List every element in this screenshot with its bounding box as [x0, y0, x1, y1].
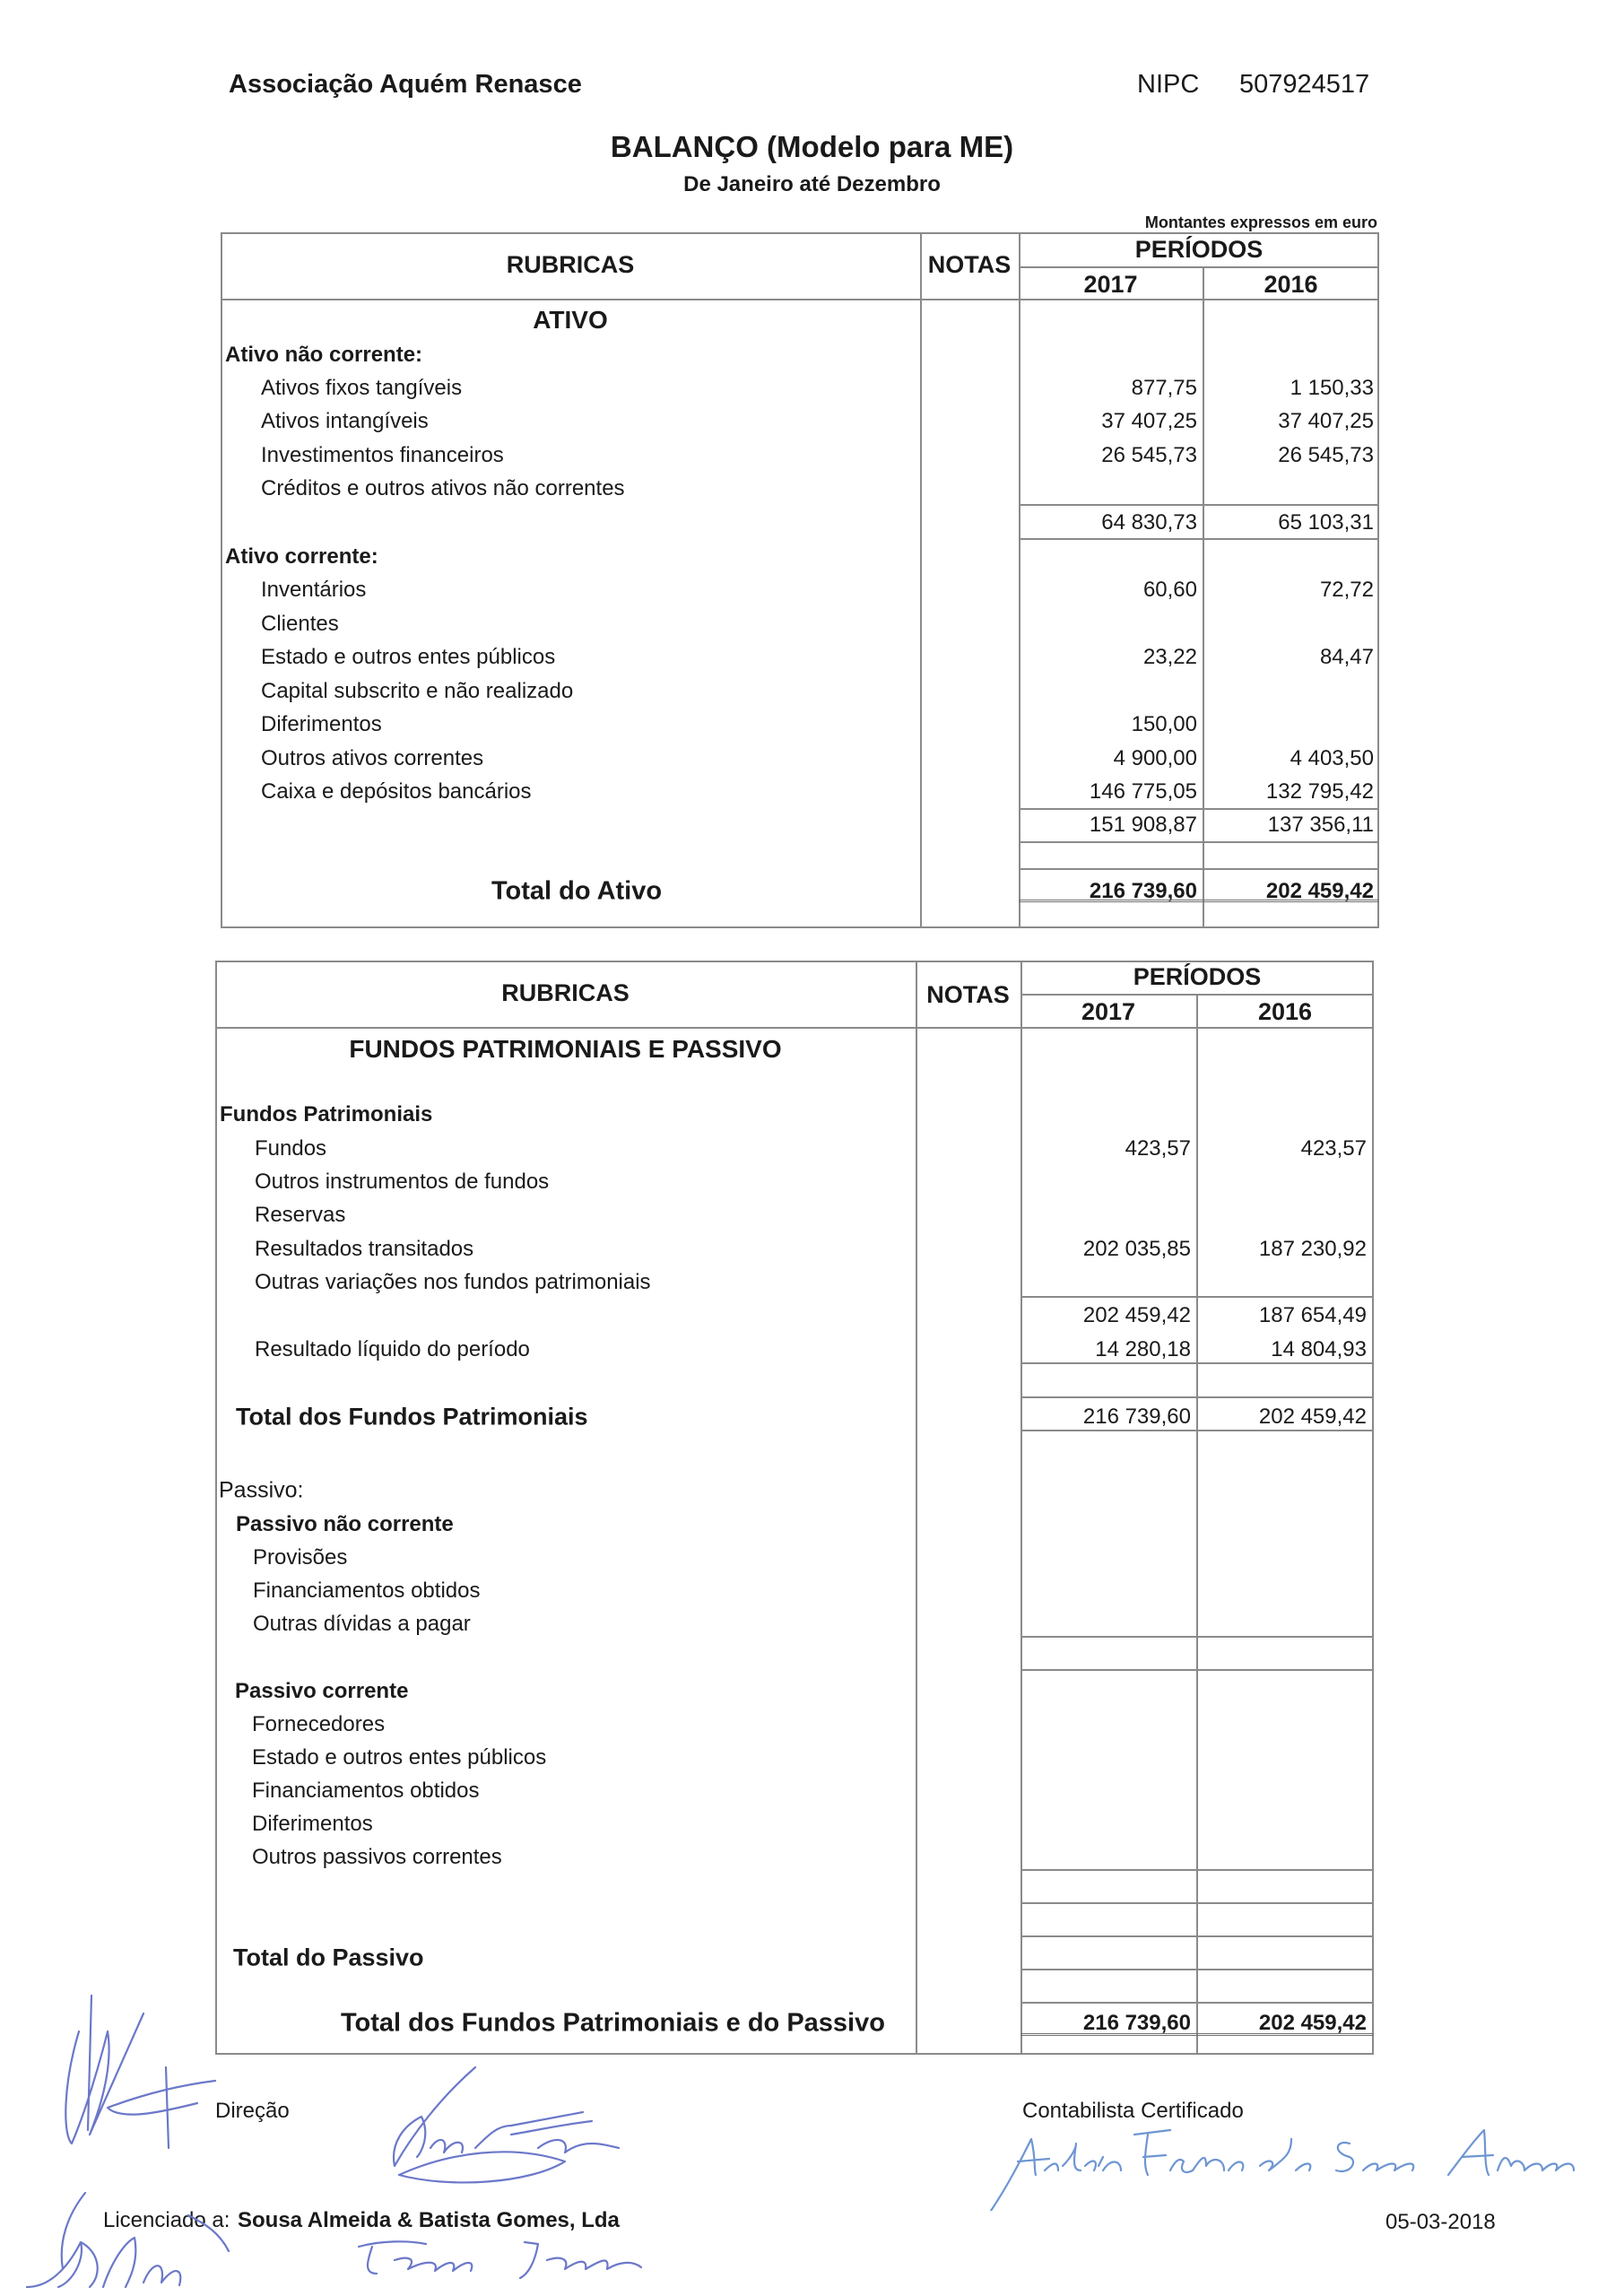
subtotal-2016: 187 654,49: [1258, 1303, 1367, 1327]
row-label: Diferimentos: [252, 1812, 373, 1836]
row-value-2016: 187 230,92: [1258, 1237, 1367, 1261]
row-value-2016: 37 407,25: [1278, 409, 1374, 433]
subtotal-rule: [1020, 1362, 1374, 1364]
subtotal-2017: 202 459,42: [1082, 1303, 1191, 1327]
subtotal-rule: [1019, 841, 1379, 843]
subtotal-rule: [1020, 1296, 1374, 1298]
row-label: Financiamentos obtidos: [253, 1578, 481, 1603]
nipc-label: NIPC: [1137, 70, 1200, 99]
notas-col-right: [1019, 232, 1020, 928]
total-passivo-label: Total do Passivo: [233, 1944, 424, 1971]
year-divider: [1203, 266, 1204, 928]
row-label: Estado e outros entes públicos: [252, 1745, 547, 1770]
periodos-underline: [1019, 266, 1379, 268]
licensed-prefix: Licenciado a:: [103, 2208, 230, 2232]
header-bottom-rule: [221, 299, 1379, 300]
row-label: Outras dívidas a pagar: [253, 1612, 471, 1636]
row-value-2016: 423,57: [1300, 1136, 1367, 1161]
row-value-2017: 26 545,73: [1101, 443, 1197, 467]
row-label: Diferimentos: [261, 712, 382, 736]
licensed-to: Sousa Almeida & Batista Gomes, Lda: [238, 2208, 620, 2232]
row-label: Ativos fixos tangíveis: [261, 376, 463, 400]
col-header-notas: NOTAS: [926, 981, 1010, 1008]
total-fundos-2017: 216 739,60: [1082, 1405, 1191, 1429]
currency-note: Montantes expressos em euro: [1144, 213, 1377, 231]
periodos-underline: [1020, 994, 1374, 996]
total-rule: [1019, 868, 1379, 870]
col-header-2016: 2016: [1257, 998, 1313, 1025]
row-label: Provisões: [253, 1545, 348, 1570]
subtotal-rule: [1019, 504, 1379, 506]
section-title-ativo: ATIVO: [533, 306, 608, 334]
row-value-2016: 72,72: [1319, 578, 1374, 602]
total-rule: [1020, 1396, 1374, 1398]
row-value-2017: 146 775,05: [1089, 779, 1197, 804]
grand-total-2016: 202 459,42: [1258, 2011, 1367, 2035]
row-label: Outros instrumentos de fundos: [255, 1170, 550, 1194]
group-label-passivo-corrente: Passivo corrente: [235, 1679, 409, 1703]
row-value-2017: 23,22: [1142, 645, 1197, 669]
ativo-table: [221, 232, 1379, 928]
row-value-2016: 4 403,50: [1290, 746, 1374, 770]
header-bottom-rule: [215, 1027, 1374, 1029]
total-double-rule: [1019, 900, 1379, 905]
row-label: Créditos e outros ativos não correntes: [261, 476, 625, 500]
subtotal-2017: 151 908,87: [1089, 813, 1197, 837]
row-label: Outras variações nos fundos patrimoniais: [255, 1270, 651, 1294]
col-header-rubricas: RUBRICAS: [506, 251, 635, 278]
total-rule: [1020, 1969, 1374, 1970]
row-label: Caixa e depósitos bancários: [261, 779, 532, 804]
total-fundos-label: Total dos Fundos Patrimoniais: [236, 1403, 588, 1431]
document-date: 05-03-2018: [1385, 2210, 1496, 2234]
document-title: BALANÇO (Modelo para ME): [610, 130, 1014, 163]
contabilista-label: Contabilista Certificado: [1022, 2099, 1244, 2123]
year-divider: [1196, 994, 1198, 2055]
resultado-liquido-2016: 14 804,93: [1271, 1337, 1367, 1361]
total-ativo-2016: 202 459,42: [1265, 879, 1374, 903]
subtotal-rule: [1020, 1636, 1374, 1638]
row-label: Resultados transitados: [255, 1237, 474, 1261]
subtotal-rule: [1019, 808, 1379, 810]
total-ativo-label: Total do Ativo: [491, 876, 663, 906]
row-label: Clientes: [261, 612, 339, 636]
group-label-fundos-patrimoniais: Fundos Patrimoniais: [220, 1102, 433, 1126]
row-label: Outros ativos correntes: [261, 746, 484, 770]
group-label-passivo: Passivo:: [219, 1477, 304, 1503]
section-title-fundos-passivo: FUNDOS PATRIMONIAIS E PASSIVO: [349, 1035, 782, 1063]
row-value-2017: 37 407,25: [1101, 409, 1197, 433]
subtotal-rule: [1020, 1869, 1374, 1871]
subtotal-rule: [1020, 1669, 1374, 1671]
row-label: Fundos: [255, 1136, 327, 1161]
signature-contabilista-icon: [982, 2121, 1592, 2211]
col-header-2017: 2017: [1083, 271, 1138, 298]
row-label: Ativos intangíveis: [261, 409, 429, 433]
row-label: Inventários: [261, 578, 367, 602]
row-label: Financiamentos obtidos: [252, 1779, 480, 1803]
notas-col-left: [920, 232, 922, 928]
row-value-2016: 132 795,42: [1265, 779, 1374, 804]
total-rule: [1020, 1430, 1374, 1431]
row-value-2017: 4 900,00: [1113, 746, 1197, 770]
row-label: Investimentos financeiros: [261, 443, 504, 467]
group-label-ativo-corrente: Ativo corrente:: [225, 544, 378, 569]
group-label-ativo-nao-corrente: Ativo não corrente:: [225, 343, 423, 367]
row-value-2017: 423,57: [1125, 1136, 1191, 1161]
row-value-2016: 1 150,33: [1290, 376, 1374, 400]
organization-name: Associação Aquém Renasce: [229, 70, 582, 99]
row-value-2016: 26 545,73: [1278, 443, 1374, 467]
col-header-rubricas: RUBRICAS: [501, 979, 630, 1006]
row-label: Fornecedores: [252, 1712, 386, 1736]
document-period: De Janeiro até Dezembro: [683, 172, 941, 196]
subtotal-2016: 137 356,11: [1267, 813, 1374, 837]
group-label-passivo-nao-corrente: Passivo não corrente: [236, 1512, 454, 1536]
col-header-periodos: PERÍODOS: [1134, 236, 1264, 263]
subtotal-2016: 65 103,31: [1278, 510, 1374, 535]
signature-licensed-2-icon: [345, 2233, 677, 2287]
row-value-2017: 877,75: [1131, 376, 1197, 400]
signature-direcao-2-icon: [332, 2063, 664, 2188]
total-rule: [1020, 2002, 1374, 2004]
resultado-liquido-label: Resultado líquido do período: [255, 1337, 530, 1361]
notas-col-right: [1020, 961, 1022, 2055]
row-label: Reservas: [255, 1203, 346, 1227]
resultado-liquido-2017: 14 280,18: [1095, 1337, 1191, 1361]
row-value-2017: 202 035,85: [1082, 1237, 1191, 1261]
subtotal-rule: [1020, 1902, 1374, 1904]
signature-licensed-1-icon: [18, 2188, 233, 2296]
subtotal-rule: [1019, 538, 1379, 540]
col-header-2016: 2016: [1264, 271, 1318, 298]
total-fundos-2016: 202 459,42: [1258, 1405, 1367, 1429]
row-label: Outros passivos correntes: [252, 1845, 502, 1869]
grand-total-label: Total dos Fundos Patrimoniais e do Passivo: [341, 2008, 885, 2038]
total-rule: [1020, 1935, 1374, 1937]
row-value-2016: 84,47: [1319, 645, 1374, 669]
grand-total-double-rule: [1020, 2033, 1374, 2039]
col-header-notas: NOTAS: [927, 251, 1012, 278]
row-value-2017: 150,00: [1131, 712, 1197, 736]
signature-direcao-1-icon: [36, 1978, 341, 2184]
col-header-periodos: PERÍODOS: [1133, 963, 1262, 990]
total-ativo-2017: 216 739,60: [1089, 879, 1197, 903]
row-label: Capital subscrito e não realizado: [261, 679, 574, 703]
direcao-label: Direção: [215, 2099, 290, 2123]
grand-total-2017: 216 739,60: [1082, 2011, 1191, 2035]
col-header-2017: 2017: [1081, 998, 1136, 1025]
nipc-value: 507924517: [1239, 70, 1370, 99]
notas-col-left: [916, 961, 917, 2055]
row-label: Estado e outros entes públicos: [261, 645, 556, 669]
subtotal-2017: 64 830,73: [1101, 510, 1197, 535]
row-value-2017: 60,60: [1142, 578, 1197, 602]
